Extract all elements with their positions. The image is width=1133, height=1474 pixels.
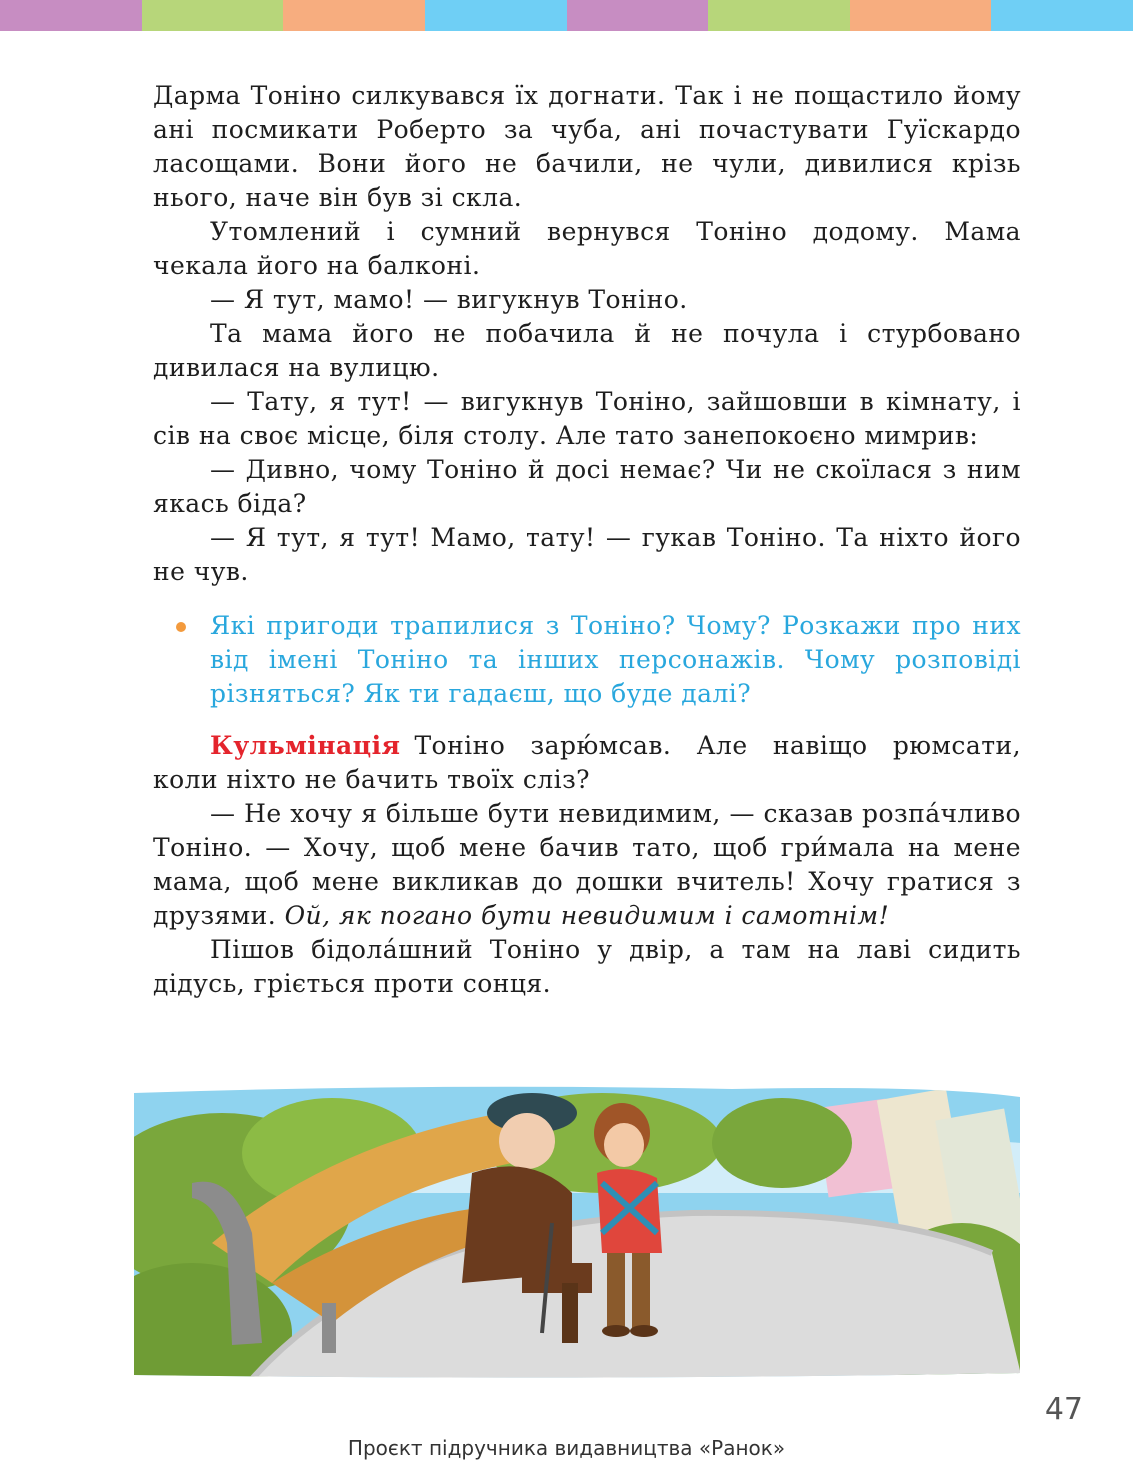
header-color-bar xyxy=(0,0,1133,31)
paragraph xyxy=(153,797,1021,933)
color-stripe xyxy=(991,0,1133,31)
paragraph: — Дивно, чому Тоніно й досі немає? Чи не скоїлася з ним якась біда? xyxy=(153,455,1021,518)
bush xyxy=(712,1098,852,1188)
paragraph: — Я тут, мамо! — вигукнув Тоніно. xyxy=(210,285,688,314)
paragraph-text: — Не хочу я більше бути невидимим, — сказав розпа́чливо Тоніно. — Хочу, щоб мене бачив тато, щоб гри́мала на мене мама, щоб мене викликав до дошки вчитель! Хочу гратися з друзями. xyxy=(153,799,1021,930)
old-man-head xyxy=(499,1113,555,1169)
color-stripe xyxy=(283,0,425,31)
culmination-paragraph xyxy=(153,729,1021,797)
color-stripe xyxy=(567,0,709,31)
paragraph: — Тату, я тут! — вигукнув Тоніно, зайшовши в кімнату, і сів на своє місце, біля столу. Але тато занепокоєно мимрив: xyxy=(153,387,1021,450)
color-stripe xyxy=(142,0,284,31)
color-stripe xyxy=(425,0,567,31)
color-stripe xyxy=(0,0,142,31)
question-block xyxy=(210,609,1021,711)
footer-text: Проєкт підручника видавництва «Ранок» xyxy=(347,1436,786,1460)
paragraph: Дарма Тоніно силкувався їх догнати. Так і не пощастило йому ані посмикати Роберто за чуба, ані почастувати Гуїскардо ласощами. Вони його не бачили, не чули, дивилися крізь нього, наче він був зі скла. xyxy=(153,81,1021,212)
park-bench-illustration xyxy=(132,1083,1022,1379)
paragraph: Пішов бідола́шний Тоніно у двір, а там на лаві сидить дідусь, гріється проти сонця. xyxy=(153,935,1021,998)
culmination-text: Тоніно зарю́мсав. Але навіщо рюмсати, коли ніхто не бачить твоїх сліз? xyxy=(153,731,1021,794)
page-number: 47 xyxy=(1044,1392,1083,1427)
story-text xyxy=(153,79,1021,1001)
boy-leg xyxy=(607,1253,625,1328)
color-stripe xyxy=(850,0,992,31)
question-text: Які пригоди трапилися з Тоніно? Чому? Розкажи про них від імені Тоніно та інших персонажів. Чому розповіді різняться? Як ти гадаєш, що буде далі? xyxy=(210,611,1021,708)
color-stripe xyxy=(708,0,850,31)
italic-phrase: Ой, як погано бути невидимим і самотнім! xyxy=(284,901,890,930)
bullet-icon xyxy=(176,622,186,632)
paragraph: Утомлений і сумний вернувся Тоніно додому. Мама чекала його на балконі. xyxy=(153,217,1021,280)
boy-leg xyxy=(632,1253,650,1328)
boy-face xyxy=(604,1123,644,1167)
culmination-label: Кульмінація xyxy=(210,731,401,760)
paragraph: — Я тут, я тут! Мамо, тату! — гукав Тоніно. Та ніхто його не чув. xyxy=(153,523,1021,586)
paragraph: Та мама його не побачила й не почула і стурбовано дивилася на вулицю. xyxy=(153,319,1021,382)
